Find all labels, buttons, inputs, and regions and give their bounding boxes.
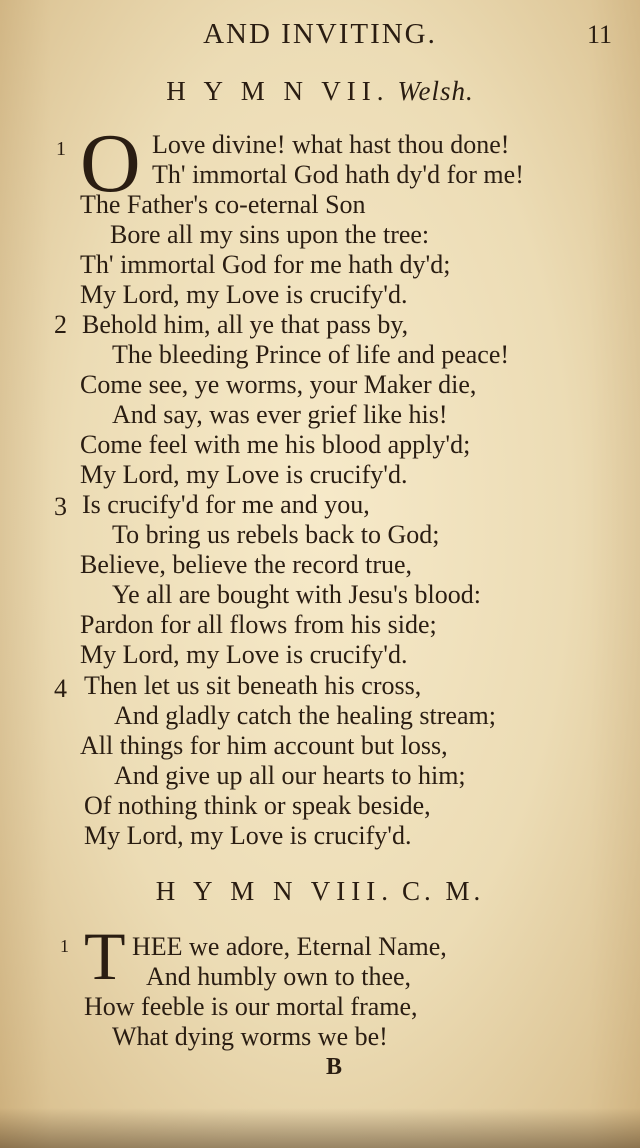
hymn-8-heading [0,876,640,907]
verse-line: Th' immortal God hath dy'd for me! [152,160,524,189]
verse-line: Pardon for all flows from his side; [80,610,437,639]
hymn-7-title: H Y M N VII. [166,76,390,106]
verse-line: Ye all are bought with Jesu's blood: [112,580,481,609]
signature-mark: B [326,1054,343,1080]
verse-line: And give up all our hearts to him; [114,761,466,790]
verse-line: What dying worms we be! [112,1022,388,1051]
verse-line: Believe, believe the record true, [80,550,413,579]
verse-line: Is crucify'd for me and you, [82,490,370,519]
verse-line: The bleeding Prince of life and peace! [112,340,510,369]
verse-line: My Lord, my Love is crucify'd. [80,280,408,309]
verse-line: To bring us rebels back to God; [112,520,440,549]
hymn-8-meter: C. M. [401,876,485,906]
verse-number: 1 [60,936,69,956]
verse-line: And humbly own to thee, [146,962,412,991]
hymn-7-meter: Welsh. [397,76,474,106]
verse-line: My Lord, my Love is crucify'd. [80,640,408,669]
verse-line: Come feel with me his blood apply'd; [80,430,471,459]
page-edge-shadow [0,1108,640,1148]
verse-line: Behold him, all ye that pass by, [82,310,409,339]
hymn-8-title: H Y M N VIII. [155,876,394,906]
verse-number: 4 [54,674,67,703]
hymn-7-heading [0,76,640,107]
verse-number: 1 [56,138,66,160]
verse-line: Then let us sit beneath his cross, [84,671,422,700]
verse-line: The Father's co-eternal Son [80,190,366,219]
verse-line: How feeble is our mortal frame, [84,992,418,1021]
verse-line: My Lord, my Love is crucify'd. [80,460,408,489]
verse-line: Love divine! what hast thou done! [152,130,510,159]
drop-cap: T [84,918,126,994]
verse-line: Th' immortal God for me hath dy'd; [80,250,451,279]
verse-line: Of nothing think or speak beside, [84,791,431,820]
verse-number: 3 [54,492,67,521]
verse-line: My Lord, my Love is crucify'd. [84,821,412,850]
running-title: AND INVITING. [203,18,437,50]
verse-line: And gladly catch the healing stream; [114,701,496,730]
page-number: 11 [586,20,612,49]
verse-line: Come see, ye worms, your Maker die, [80,370,477,399]
verse-line: And say, was ever grief like his! [112,400,448,429]
verse-line: HEE we adore, Eternal Name, [132,932,447,961]
drop-cap: O [80,117,141,210]
verse-number: 2 [54,310,67,339]
verse-line: Bore all my sins upon the tree: [110,220,430,249]
verse-line: All things for him account but loss, [80,731,448,760]
